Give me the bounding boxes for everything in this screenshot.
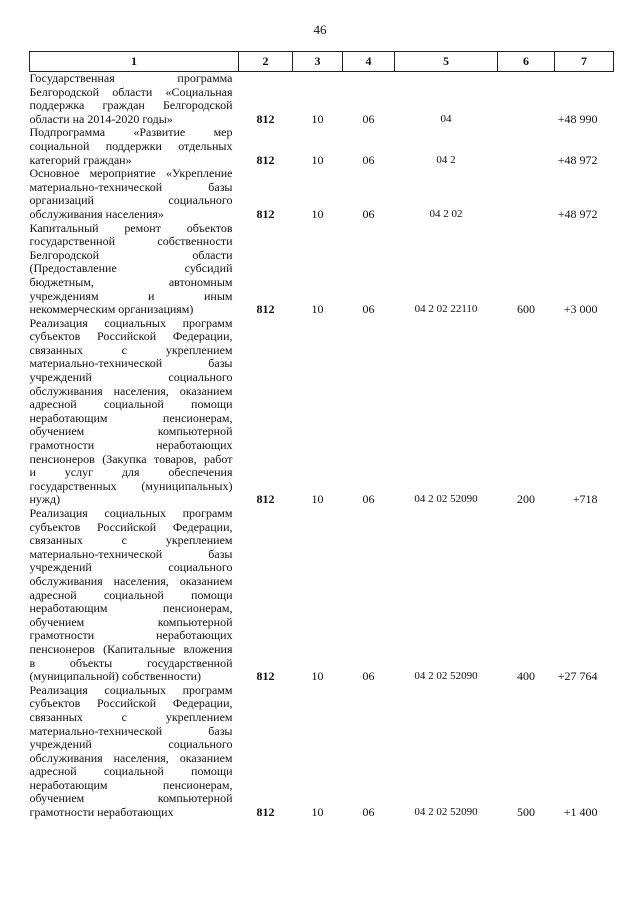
description-line: (Предоставление субсидий [29, 261, 233, 276]
row-description [30, 684, 239, 820]
table-header-row [30, 52, 614, 72]
description-line: связанных с укреплением [29, 709, 233, 724]
description-line: обслуживания населения» [29, 206, 164, 221]
description-line: неработающим пенсионерам, [29, 777, 233, 792]
expense-type-code [498, 167, 555, 221]
row-description [30, 507, 239, 684]
expense-type-code: 200 [517, 492, 535, 507]
description-line: обучением компьютерной [29, 791, 233, 806]
expense-type-code: 600 [517, 302, 535, 317]
amount: +3 000 [563, 302, 598, 317]
section-code: 10 [311, 805, 324, 820]
description-line: Подпрограмма «Развитие мер [29, 125, 233, 140]
description-line: государственной собственности [29, 234, 233, 249]
page-number: 46 [313, 22, 327, 37]
description-line: неработающим пенсионерам, [29, 601, 233, 616]
amount: +48 972 [557, 152, 598, 167]
section-code: 10 [311, 492, 324, 507]
description-line: учреждений социального [29, 370, 233, 385]
description-line: Реализация социальных программ [29, 682, 233, 697]
description-line: материально-технической базы [29, 546, 233, 561]
description-line: Белгородской области «Социальная [29, 84, 233, 99]
subsection-code: 06 [362, 152, 375, 167]
expense-type-code [498, 72, 555, 127]
table-row [30, 167, 614, 221]
amount: +48 990 [557, 111, 598, 126]
expense-type-code [498, 126, 555, 167]
description-line: Государственная программа [29, 71, 233, 85]
column-header: 5 [395, 52, 498, 72]
ministry-code: 812 [256, 805, 275, 820]
section-code: 10 [311, 206, 324, 221]
section-code: 10 [311, 302, 324, 317]
description-line: в объекты государственной [29, 655, 233, 670]
target-article-code: 04 2 [436, 153, 456, 166]
description-line: Реализация социальных программ [29, 315, 233, 330]
ministry-code: 812 [256, 669, 275, 684]
description-line: пенсионеров (Капитальные вложения [29, 641, 233, 656]
description-line: учреждениям и иным [29, 288, 233, 303]
amount: +718 [572, 492, 598, 507]
description-line: категорий граждан» [29, 152, 132, 167]
column-header: 2 [239, 52, 293, 72]
column-header: 4 [343, 52, 395, 72]
description-line: обучением компьютерной [29, 424, 233, 439]
description-line: субъектов Российской Федерации, [29, 329, 233, 344]
column-header: 6 [498, 52, 555, 72]
amount: +1 400 [563, 805, 598, 820]
description-line: Основное мероприятие «Укрепление [29, 166, 233, 181]
description-line: адресной социальной помощи [29, 764, 233, 779]
description-line: социальной поддержки отдельных [29, 138, 233, 153]
target-article-code: 04 2 02 52090 [414, 493, 478, 506]
table-row [30, 317, 614, 507]
description-line: Реализация социальных программ [29, 506, 233, 520]
description-line: обслуживания населения, оказанием [29, 383, 233, 398]
ministry-code: 812 [256, 152, 275, 167]
row-description [30, 126, 239, 167]
description-line: (муниципальной) собственности) [29, 669, 201, 684]
column-header: 3 [293, 52, 343, 72]
row-description [30, 317, 239, 507]
target-article-code: 04 2 02 52090 [414, 806, 478, 819]
description-line: связанных с укреплением [29, 533, 233, 548]
description-line: организаций социального [29, 193, 233, 208]
description-line: и услуг для обеспечения [29, 465, 233, 480]
budget-table [29, 51, 614, 820]
column-header: 1 [30, 52, 239, 72]
row-description [30, 222, 239, 317]
description-line: Белгородской области [29, 247, 233, 262]
table-row [30, 126, 614, 167]
table-row [30, 684, 614, 820]
expense-type-code: 400 [517, 669, 535, 684]
description-line: учреждений социального [29, 737, 233, 752]
description-line: связанных с укреплением [29, 342, 233, 357]
description-line: грамотности неработающих [29, 628, 233, 643]
target-article-code: 04 2 02 [429, 207, 463, 220]
description-line: субъектов Российской Федерации, [29, 519, 233, 534]
subsection-code: 06 [362, 111, 375, 126]
description-line: адресной социальной помощи [29, 397, 233, 412]
description-line: нужд) [29, 492, 61, 507]
target-article-code: 04 2 02 52090 [414, 670, 478, 683]
section-code: 10 [311, 111, 324, 126]
target-article-code: 04 [440, 112, 452, 125]
description-line: обучением компьютерной [29, 614, 233, 629]
description-line: неработающим пенсионерам, [29, 410, 233, 425]
row-description [30, 167, 239, 221]
description-line: поддержка граждан Белгородской [29, 98, 233, 113]
description-line: адресной социальной помощи [29, 587, 233, 602]
description-line: государственных (муниципальных) [29, 478, 233, 493]
subsection-code: 06 [362, 492, 375, 507]
description-line: грамотности неработающих [29, 438, 233, 453]
description-line: пенсионеров (Закупка товаров, работ [29, 451, 233, 466]
description-line: обслуживания населения, оказанием [29, 750, 233, 765]
subsection-code: 06 [362, 302, 375, 317]
table-row [30, 222, 614, 317]
description-line: материально-технической базы [29, 179, 233, 194]
ministry-code: 812 [256, 492, 275, 507]
description-line: обслуживания населения, оказанием [29, 573, 233, 588]
ministry-code: 812 [256, 111, 275, 126]
description-line: области на 2014-2020 годы» [29, 111, 173, 126]
section-code: 10 [311, 152, 324, 167]
description-line: Капитальный ремонт объектов [29, 220, 233, 235]
table-row [30, 72, 614, 127]
ministry-code: 812 [256, 206, 275, 221]
subsection-code: 06 [362, 669, 375, 684]
description-line: грамотности неработающих [29, 805, 174, 820]
description-line: материально-технической базы [29, 723, 233, 738]
description-line: материально-технической базы [29, 356, 233, 371]
description-line: субъектов Российской Федерации, [29, 696, 233, 711]
description-line: некоммерческим организациям) [29, 302, 194, 317]
target-article-code: 04 2 02 22110 [414, 303, 478, 316]
description-line: бюджетным, автономным [29, 274, 233, 289]
ministry-code: 812 [256, 302, 275, 317]
column-header: 7 [555, 52, 614, 72]
table-row [30, 507, 614, 684]
amount: +27 764 [557, 669, 598, 684]
subsection-code: 06 [362, 805, 375, 820]
section-code: 10 [311, 669, 324, 684]
row-description [30, 72, 239, 127]
description-line: учреждений социального [29, 560, 233, 575]
subsection-code: 06 [362, 206, 375, 221]
expense-type-code: 500 [517, 805, 535, 820]
amount: +48 972 [557, 206, 598, 221]
